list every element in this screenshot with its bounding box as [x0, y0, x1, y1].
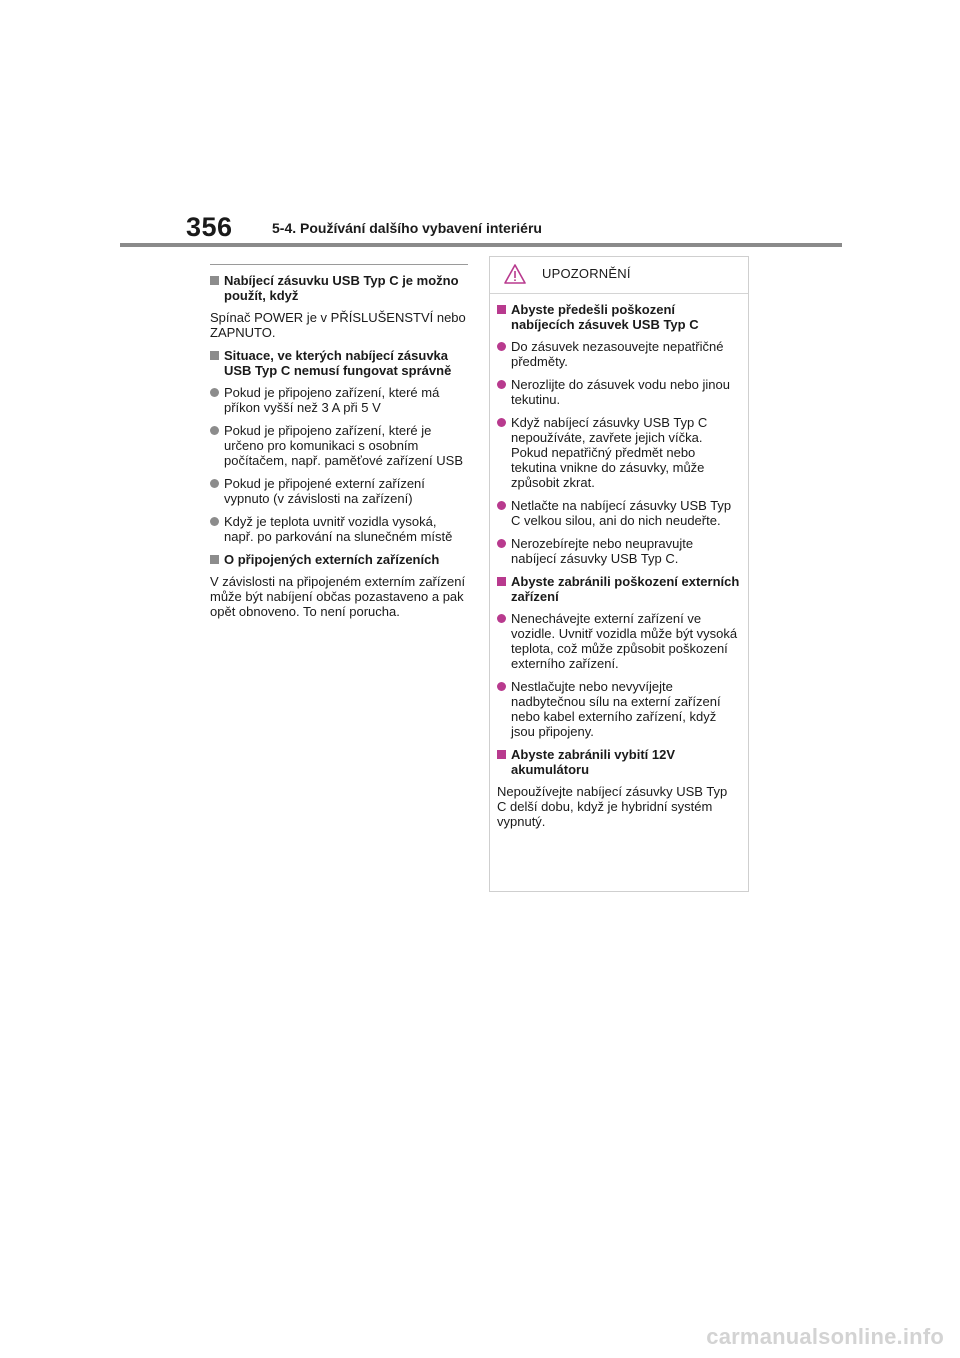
page-number: 356	[186, 212, 233, 242]
square-bullet-icon	[210, 555, 219, 564]
round-bullet-icon	[497, 342, 506, 351]
round-bullet-icon	[497, 539, 506, 548]
left-column	[210, 264, 468, 627]
square-bullet-icon	[497, 750, 506, 759]
section-heading: Abyste zabránili poškození externích zařízení	[497, 574, 740, 604]
round-bullet-icon	[210, 388, 219, 397]
paragraph: Nepoužívejte nabíjecí zásuvky USB Typ C delší dobu, když je hybridní systém vypnutý.	[497, 784, 728, 829]
section-heading: O připojených externích zařízeních	[210, 552, 468, 567]
list-item: Pokud je připojené externí zařízení vypnuto (v závislosti na zařízení)	[210, 476, 468, 506]
paragraph: V závislosti na připojeném externím zařízení může být nabíjení občas pozastaveno a pak opět obnoveno. To není porucha.	[210, 574, 466, 619]
left-column-divider	[210, 264, 468, 265]
list-item: Netlačte na nabíjecí zásuvky USB Typ C velkou silou, ani do nich neudeřte.	[497, 498, 740, 528]
square-bullet-icon	[497, 305, 506, 314]
round-bullet-icon	[210, 479, 219, 488]
list-item: Nerozebírejte nebo neupravujte nabíjecí zásuvky USB Typ C.	[497, 536, 740, 566]
list-item: Pokud je připojeno zařízení, které má příkon vyšší než 3 A při 5 V	[210, 385, 468, 415]
section-heading: Abyste zabránili vybití 12V akumulátoru	[497, 747, 740, 777]
square-bullet-icon	[210, 276, 219, 285]
warning-triangle-icon	[504, 263, 526, 285]
warning-body	[490, 302, 748, 829]
chapter-title: 5-4. Používání dalšího vybavení interiéru	[272, 220, 542, 236]
round-bullet-icon	[497, 501, 506, 510]
list-item: Nenechávejte externí zařízení ve vozidle. Uvnitř vozidla může být vysoká teplota, což může způsobit poškození externího zařízení.	[497, 611, 740, 671]
list-item: Pokud je připojeno zařízení, které je určeno pro komunikaci s osobním počítačem, např. paměťové zařízení USB	[210, 423, 468, 468]
round-bullet-icon	[497, 682, 506, 691]
round-bullet-icon	[497, 380, 506, 389]
warning-box	[489, 256, 749, 892]
paragraph: Spínač POWER je v PŘÍSLUŠENSTVÍ nebo ZAPNUTO.	[210, 310, 466, 340]
section-heading: Nabíjecí zásuvku USB Typ C je možno použít, když	[210, 273, 468, 303]
header-divider	[120, 243, 842, 247]
section-heading: Abyste předešli poškození nabíjecích zásuvek USB Typ C	[497, 302, 740, 332]
warning-title: UPOZORNĚNÍ	[542, 266, 631, 281]
round-bullet-icon	[210, 517, 219, 526]
list-item: Nestlačujte nebo nevyvíjejte nadbytečnou sílu na externí zařízení nebo kabel externího zařízení, když jsou připojeny.	[497, 679, 740, 739]
watermark-logo: carmanualsonline.info	[706, 1324, 944, 1349]
list-item: Do zásuvek nezasouvejte nepatřičné předměty.	[497, 339, 740, 369]
section-heading: Situace, ve kterých nabíjecí zásuvka USB Typ C nemusí fungovat správně	[210, 348, 468, 378]
round-bullet-icon	[497, 614, 506, 623]
round-bullet-icon	[497, 418, 506, 427]
square-bullet-icon	[497, 577, 506, 586]
list-item: Nerozlijte do zásuvek vodu nebo jinou tekutinu.	[497, 377, 740, 407]
page-header	[0, 0, 960, 250]
warning-header	[490, 257, 748, 294]
list-item: Když je teplota uvnitř vozidla vysoká, např. po parkování na slunečném místě	[210, 514, 468, 544]
list-item: Když nabíjecí zásuvky USB Typ C nepoužíváte, zavřete jejich víčka. Pokud nepatřičný předmět nebo tekutina vnikne do zásuvky, může způsobit zkrat.	[497, 415, 740, 490]
square-bullet-icon	[210, 351, 219, 360]
round-bullet-icon	[210, 426, 219, 435]
